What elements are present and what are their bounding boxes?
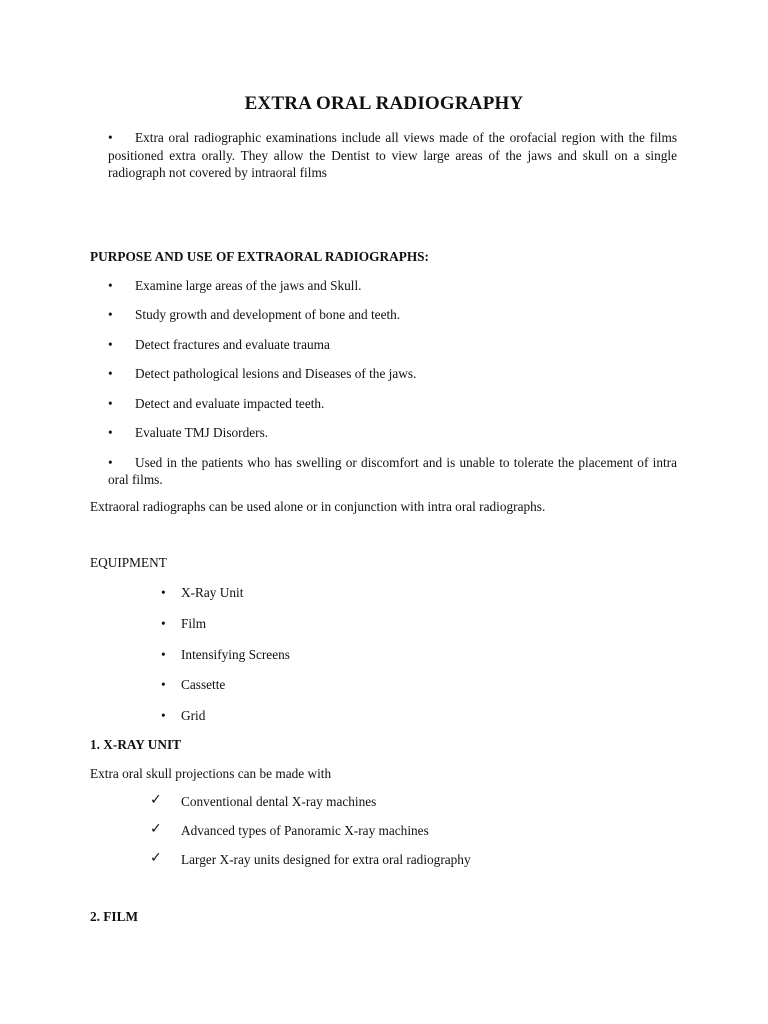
xray-unit-item: Larger X-ray units designed for extra oral radiography: [181, 852, 471, 867]
equipment-heading: EQUIPMENT: [90, 555, 167, 570]
bullet-dot: •: [108, 455, 113, 470]
xray-unit-lead: Extra oral skull projections can be made with: [90, 766, 332, 781]
xray-unit-item: Advanced types of Panoramic X-ray machines: [181, 823, 429, 838]
bullet-dot: •: [108, 278, 113, 293]
intro-text: Extra oral radiographic examinations include all views made of the orofacial region with the films positioned extra orally. They allow the Dentist to view large areas of the jaws and skull on a single radiograph not covered by intraoral films: [108, 130, 677, 180]
bullet-dot: •: [108, 366, 113, 381]
purpose-item: Study growth and development of bone and teeth.: [135, 307, 401, 322]
checkmark-icon: ✓: [150, 792, 162, 808]
xray-unit-item: Conventional dental X-ray machines: [181, 794, 377, 809]
xray-unit-heading: 1. X-RAY UNIT: [90, 737, 181, 752]
bullet-dot: •: [161, 585, 166, 600]
purpose-item: Examine large areas of the jaws and Skull.: [135, 278, 362, 293]
bullet-dot: •: [108, 396, 113, 411]
purpose-item: Evaluate TMJ Disorders.: [135, 425, 269, 440]
equipment-item: Cassette: [181, 677, 226, 692]
checkmark-icon: ✓: [150, 850, 162, 866]
equipment-item: X-Ray Unit: [181, 585, 244, 600]
purpose-item: Detect pathological lesions and Diseases of the jaws.: [135, 366, 417, 381]
bullet-dot: •: [108, 307, 113, 322]
purpose-item-text: Used in the patients who has swelling or discomfort and is unable to tolerate the placement of intra oral films.: [108, 455, 677, 487]
film-heading: 2. FILM: [90, 909, 139, 924]
bullet-dot: •: [161, 616, 166, 631]
bullet-dot: •: [108, 337, 113, 352]
equipment-item: Grid: [181, 708, 206, 723]
bullet-dot: •: [108, 130, 113, 145]
page-title: EXTRA ORAL RADIOGRAPHY: [244, 93, 524, 114]
checkmark-icon: ✓: [150, 821, 162, 837]
purpose-item: Detect and evaluate impacted teeth.: [135, 396, 325, 411]
bullet-dot: •: [161, 647, 166, 662]
purpose-item: Detect fractures and evaluate trauma: [135, 337, 330, 352]
bullet-dot: •: [161, 677, 166, 692]
equipment-item: Film: [181, 616, 207, 631]
bullet-dot: •: [161, 708, 166, 723]
purpose-heading: PURPOSE AND USE OF EXTRAORAL RADIOGRAPHS:: [90, 249, 429, 264]
equipment-item: Intensifying Screens: [181, 647, 290, 662]
purpose-note: Extraoral radiographs can be used alone or in conjunction with intra oral radiographs.: [90, 499, 546, 514]
bullet-dot: •: [108, 425, 113, 440]
intro-paragraph: [108, 129, 677, 182]
purpose-item-wrapped: [108, 454, 677, 488]
